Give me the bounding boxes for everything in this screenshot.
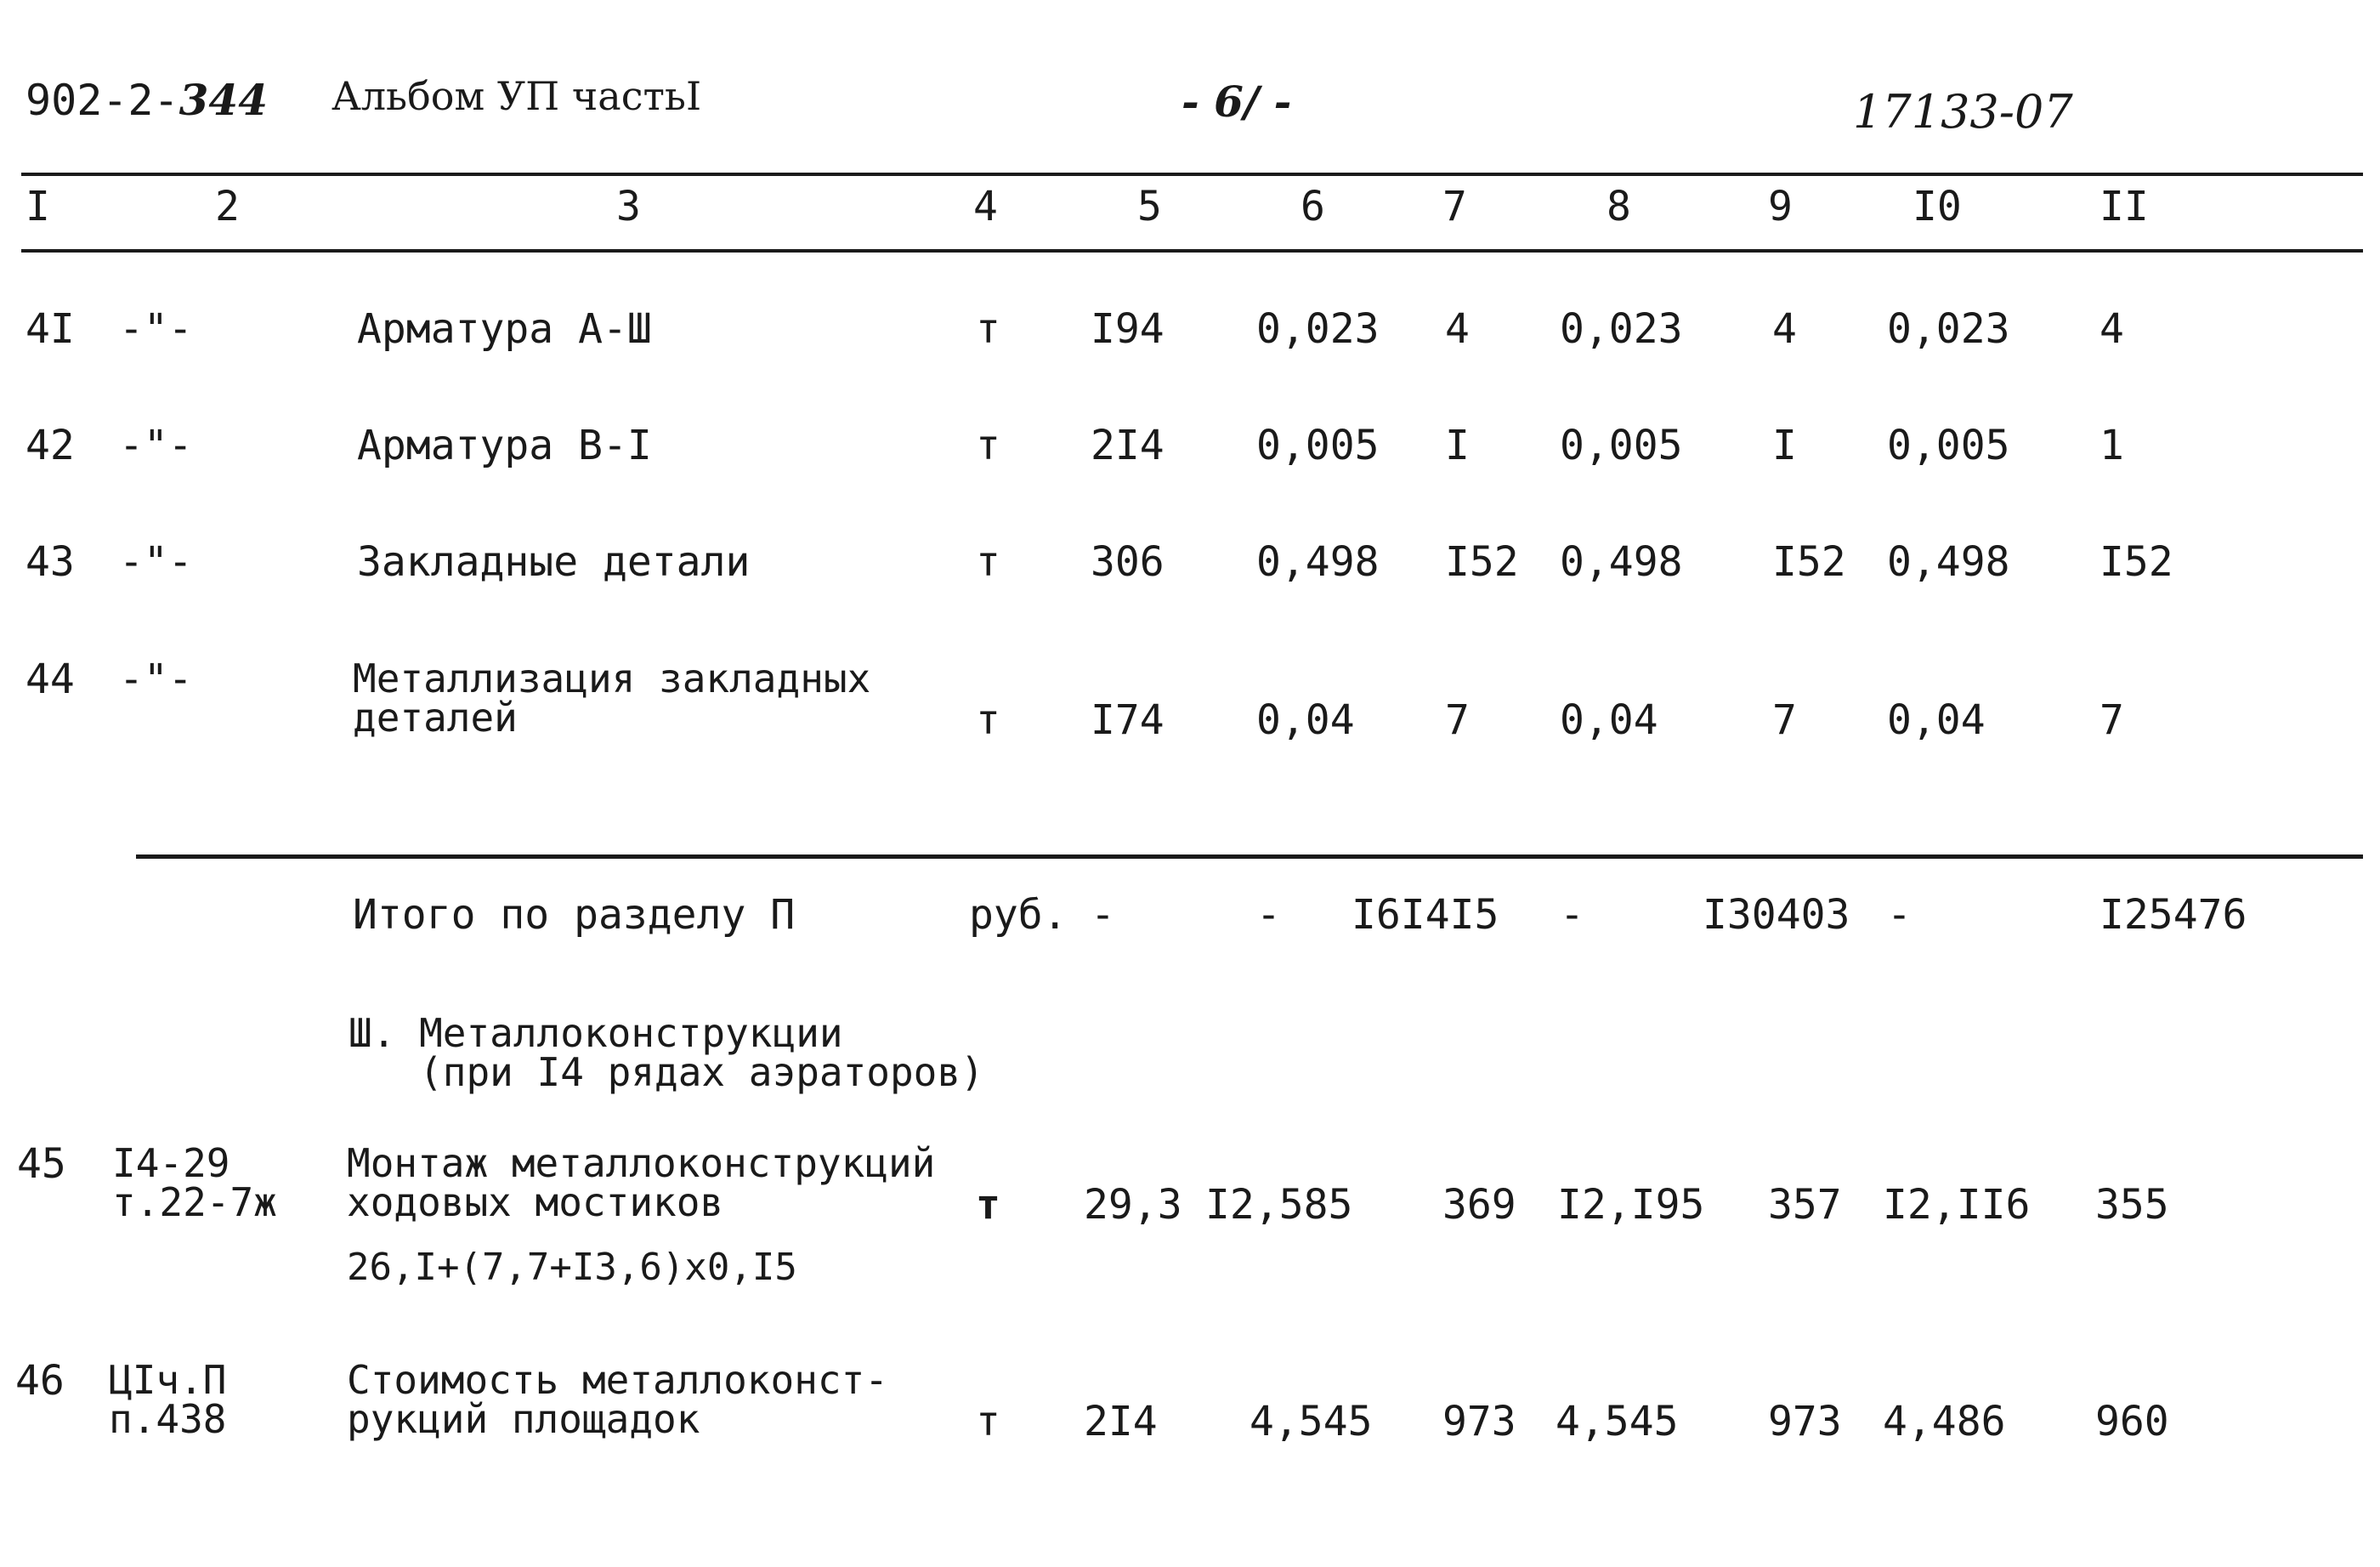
row-col8: 0,498 [1560,538,1683,586]
document-number: 17133-07 [1853,85,2073,139]
total-col7: I6I4I5 [1352,891,1499,939]
row-col11: 1 [2100,422,2124,469]
row-name: Арматура А-Ш [357,305,652,353]
row-name: Арматура В-I [357,422,652,469]
row-col11: 355 [2095,1181,2169,1229]
document-code-prefix: 902-2- [26,76,179,125]
row-col6: 0,498 [1256,538,1380,586]
page-marker: - 6/ - [1182,77,1292,127]
document-code-suffix: 344 [178,75,268,125]
row-reference: -"- [119,538,193,586]
row-unit: т [976,538,1000,586]
column-number: 4 [973,183,998,230]
row-reference: -"- [119,422,193,469]
row-name: Закладные детали [357,538,751,586]
top-rule [21,173,2363,176]
row-unit: т [976,305,1000,353]
row-col9: 973 [1768,1398,1842,1445]
row-col10: 0,04 [1887,696,1986,744]
row-unit: т [976,422,1000,469]
total-col8: - [1560,891,1584,939]
total-col5: - [1091,891,1115,939]
column-number: I0 [1912,183,1962,230]
album-label: Альбом УП частьI [332,73,702,119]
column-number: I [26,183,50,230]
row-col9: I [1772,422,1797,469]
row-number: 45 [17,1140,66,1188]
row-col11: I52 [2100,538,2173,586]
total-col10: - [1887,891,1912,939]
row-col5: 2I4 [1084,1398,1158,1445]
row-col8: 0,005 [1560,422,1683,469]
row-col10: I2,II6 [1883,1181,2031,1229]
row-col11: 7 [2100,696,2124,744]
row-col9: 4 [1772,305,1797,353]
document-code [26,75,268,125]
row-name: Монтаж металлоконструкций ходовых мостиков [347,1140,936,1225]
row-col5: I94 [1091,305,1164,353]
total-col9: I30403 [1703,891,1850,939]
total-unit: руб. [969,891,1068,939]
row-col9: I52 [1772,538,1846,586]
row-col5: 29,3 [1084,1181,1182,1229]
row-reference: I4-29 т.22-7ж [112,1140,277,1225]
row-unit: т [976,696,1000,744]
row-col8: 0,023 [1560,305,1683,353]
column-number-rule [21,249,2363,253]
row-reference: ЦIч.П п.438 [109,1357,227,1442]
row-col5: 2I4 [1091,422,1164,469]
column-number: 7 [1442,183,1467,230]
row-col8: 4,545 [1556,1398,1679,1445]
row-col10: 4,486 [1883,1398,2006,1445]
row-name: Металлизация закладных деталей [353,656,871,741]
row-formula: 26,I+(7,7+I3,6)x0,I5 [347,1246,797,1289]
row-col7: 4 [1445,305,1470,353]
column-number: 2 [215,183,240,230]
column-number: 8 [1606,183,1631,230]
row-reference: -"- [119,656,193,703]
row-col11: 4 [2100,305,2124,353]
row-col6: 4,545 [1250,1398,1373,1445]
total-col11: I25476 [2100,891,2247,939]
section-title: Ш. Металлоконструкции (при I4 рядах аэраторов) [348,1010,984,1095]
row-unit: т [976,1181,1000,1229]
row-number: 43 [26,538,75,586]
column-number: 3 [616,183,641,230]
row-col6: 0,023 [1256,305,1380,353]
row-col10: 0,005 [1887,422,2010,469]
row-unit: т [976,1398,1000,1445]
row-number: 4I [26,305,75,353]
row-col5: I74 [1091,696,1164,744]
row-name: Стоимость металлоконст- рукций площадок [347,1357,888,1442]
row-col7: I52 [1445,538,1519,586]
row-col6: 0,005 [1256,422,1380,469]
section-divider [136,854,2363,859]
row-col7: 369 [1442,1181,1516,1229]
row-col10: 0,023 [1887,305,2010,353]
row-col8: I2,I95 [1557,1181,1705,1229]
total-label: Итого по разделу П [353,891,796,939]
row-col6: I2,585 [1205,1181,1353,1229]
row-col8: 0,04 [1560,696,1658,744]
row-col7: 7 [1445,696,1470,744]
row-col5: 306 [1091,538,1164,586]
row-number: 46 [15,1357,65,1405]
column-number: 5 [1137,183,1162,230]
column-number: 6 [1300,183,1325,230]
column-number: II [2100,183,2149,230]
row-col6: 0,04 [1256,696,1355,744]
row-reference: -"- [119,305,193,353]
row-number: 44 [26,656,75,703]
row-col10: 0,498 [1887,538,2010,586]
column-number: 9 [1768,183,1793,230]
row-col7: I [1445,422,1470,469]
row-number: 42 [26,422,75,469]
row-col7: 973 [1442,1398,1516,1445]
row-col9: 7 [1772,696,1797,744]
row-col9: 357 [1768,1181,1842,1229]
row-col11: 960 [2095,1398,2169,1445]
total-col6: - [1256,891,1281,939]
